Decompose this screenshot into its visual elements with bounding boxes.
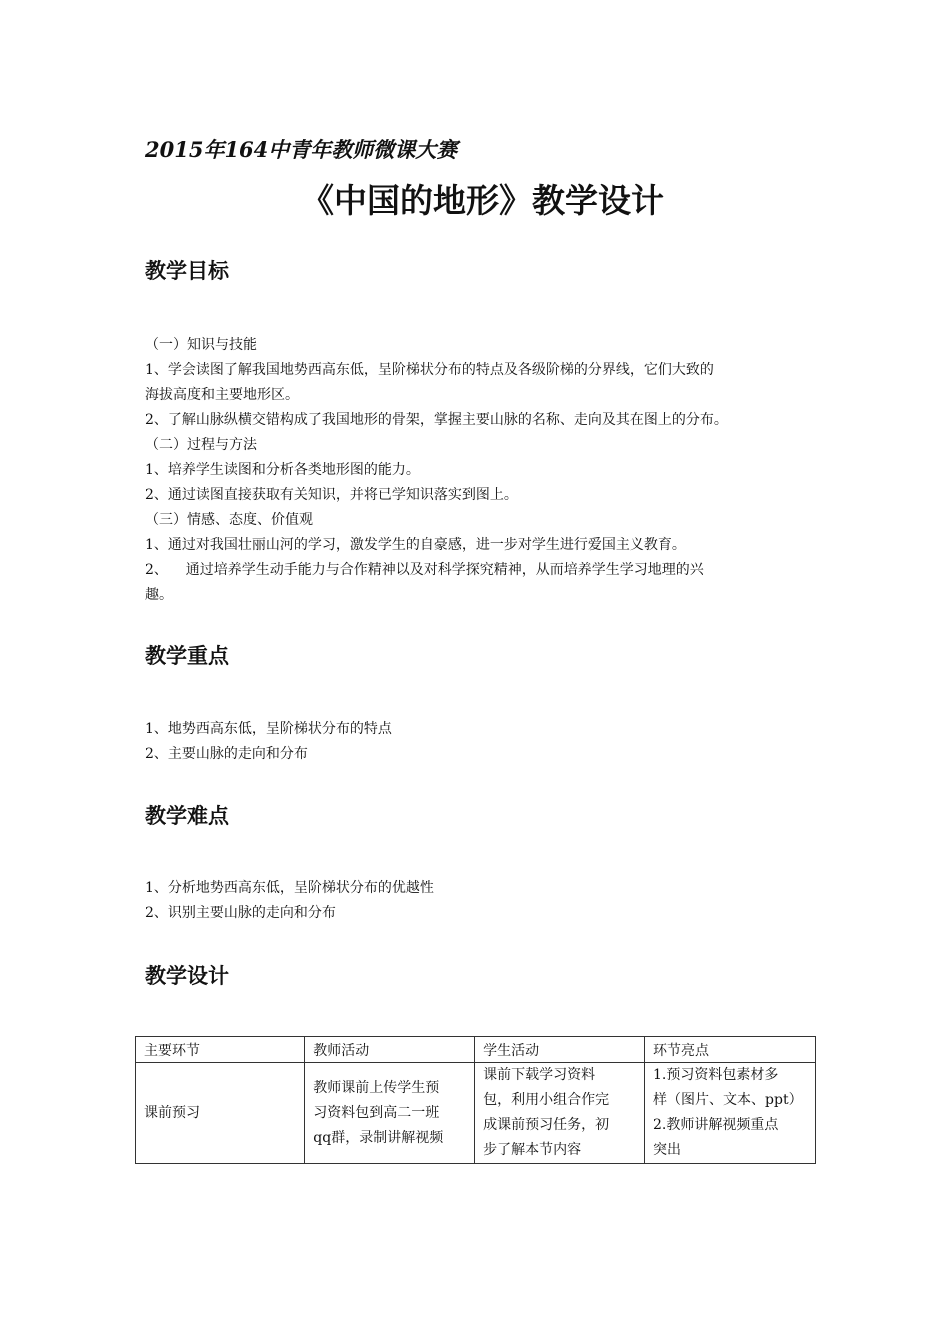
objectives-line: （一）知识与技能 — [145, 337, 257, 353]
heading-objectives: 教学目标 — [145, 259, 229, 283]
objectives-line: 1、通过对我国壮丽山河的学习，激发学生的自豪感，进一步对学生进行爱国主义教育。 — [145, 537, 686, 553]
heading-difficulties: 教学难点 — [145, 804, 229, 828]
cell-line: 突出 — [653, 1142, 682, 1158]
table-header-row — [136, 1037, 816, 1063]
table-header-cell: 环节亮点 — [645, 1037, 816, 1063]
objectives-line: 1、学会读图了解我国地势西高东低，呈阶梯状分布的特点及各级阶梯的分界线，它们大致的 — [145, 362, 714, 378]
cell-line: 教师课前上传学生预 — [313, 1079, 440, 1096]
heading-key-points: 教学重点 — [145, 644, 229, 668]
objectives-text — [145, 333, 820, 608]
student-activity-cell — [475, 1063, 645, 1164]
highlight-cell — [645, 1063, 816, 1164]
contest-subtitle: 2015年164中青年教师微课大赛 — [145, 137, 458, 162]
objectives-line: 趣。 — [145, 587, 173, 603]
cell-line: 1.预习资料包素材多 — [653, 1067, 779, 1083]
cell-line: 样（图片、文本、ppt） — [653, 1092, 803, 1108]
difficulties-text — [145, 876, 820, 926]
cell-line: qq群，录制讲解视频 — [313, 1129, 444, 1146]
stage-cell: 课前预习 — [136, 1063, 305, 1164]
heading-design: 教学设计 — [145, 964, 229, 988]
difficulty-line: 1、分析地势西高东低，呈阶梯状分布的优越性 — [145, 880, 434, 896]
table-header-cell: 教师活动 — [305, 1037, 475, 1063]
table-header-cell: 主要环节 — [136, 1037, 305, 1063]
objectives-line: 2、通过读图直接获取有关知识，并将已学知识落实到图上。 — [145, 487, 518, 503]
objectives-line: 海拔高度和主要地形区。 — [145, 387, 299, 403]
key-points-text — [145, 717, 820, 767]
cell-line: 成课前预习任务，初 — [483, 1117, 610, 1133]
cell-line: 习资料包到高二一班 — [313, 1104, 440, 1121]
objectives-line: 2、了解山脉纵横交错构成了我国地形的骨架，掌握主要山脉的名称、走向及其在图上的分布。 — [145, 412, 728, 428]
difficulty-line: 2、识别主要山脉的走向和分布 — [145, 905, 336, 921]
design-table — [135, 1036, 816, 1164]
page-title: 《中国的地形》教学设计 — [301, 181, 664, 220]
cell-line: 2.教师讲解视频重点 — [653, 1117, 779, 1133]
table-header-cell: 学生活动 — [475, 1037, 645, 1063]
key-point-line: 2、主要山脉的走向和分布 — [145, 746, 308, 762]
objectives-line: 1、培养学生读图和分析各类地形图的能力。 — [145, 462, 420, 478]
objectives-line: 2、 通过培养学生动手能力与合作精神以及对科学探究精神，从而培养学生学习地理的兴 — [145, 562, 704, 578]
table-row — [136, 1063, 816, 1164]
cell-line: 包，利用小组合作完 — [483, 1092, 610, 1108]
key-point-line: 1、地势西高东低，呈阶梯状分布的特点 — [145, 721, 392, 737]
teacher-activity-cell — [305, 1063, 475, 1164]
cell-line: 步了解本节内容 — [483, 1142, 582, 1158]
objectives-line: （三）情感、态度、价值观 — [145, 512, 313, 528]
objectives-line: （二）过程与方法 — [145, 437, 257, 453]
cell-line: 课前下载学习资料 — [483, 1067, 596, 1083]
